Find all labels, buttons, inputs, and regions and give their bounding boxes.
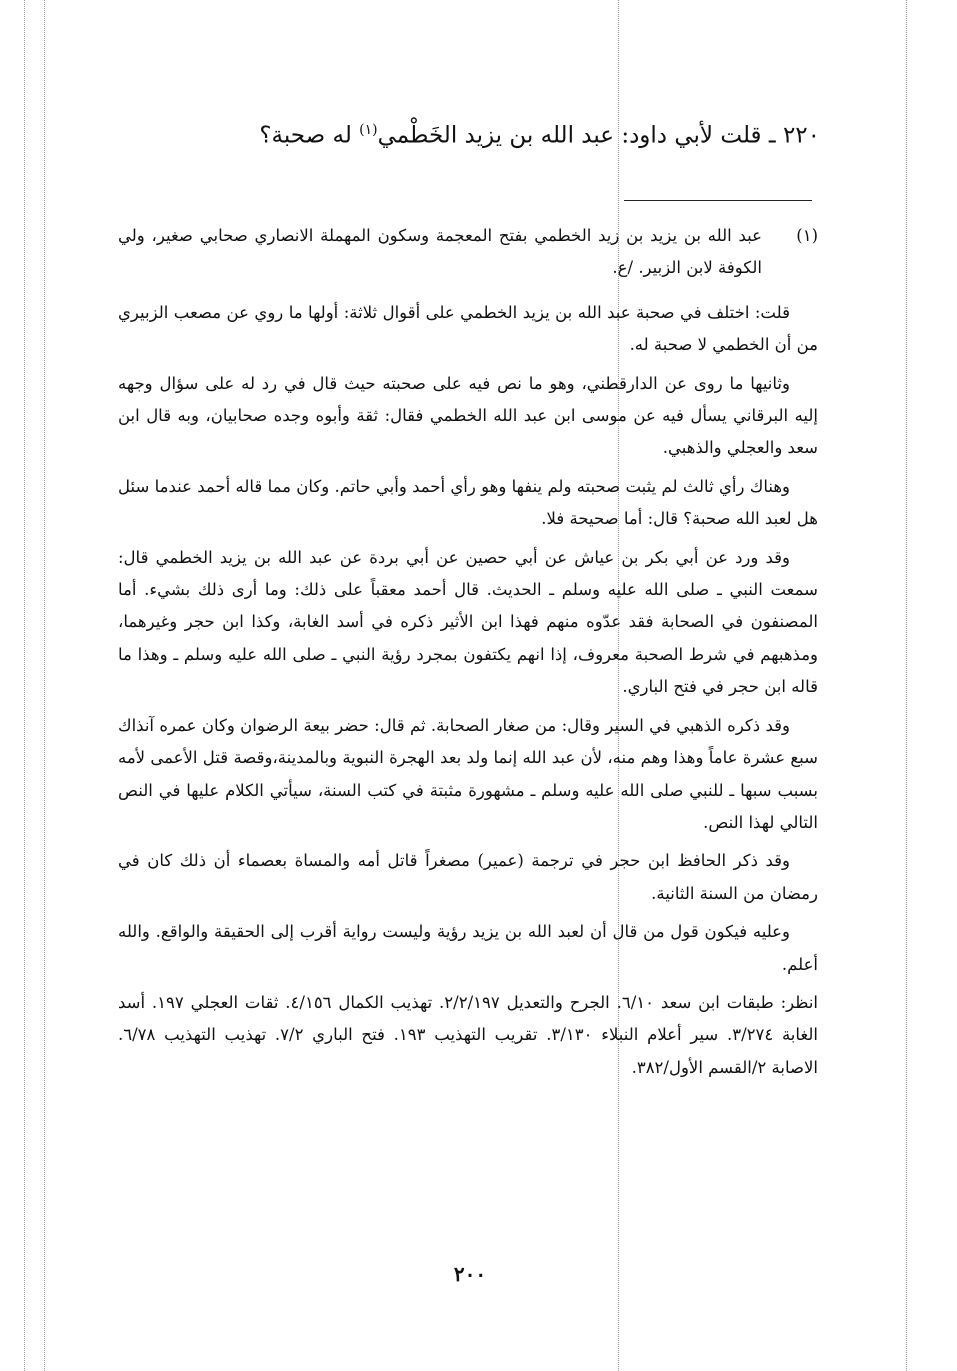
question-number: ٢٢٠ [782,122,820,149]
scan-artifact-line [44,0,45,1371]
footnote-separator [624,200,812,201]
question-heading [160,112,820,154]
footnote-paragraph: قلت: اختلف في صحبة عبد الله بن يزيد الخطمي على أقوال ثلاثة: أولها ما روي عن مصعب الزبيري من أن الخطمي لا صحبة له. [118,302,818,355]
heading-dash: ـ [768,122,776,149]
footnote-first-paragraph: عبد الله بن يزيد بن زيد الخطمي بفتح المعجمة وسكون المهملة الانصاري صحابي صغير، ولي الكوفة لابن الزبير. /ع. [118,226,762,278]
footnote-reference: (١) [359,122,378,138]
question-text-end: له صحبة؟ [259,122,352,149]
footnote-paragraph: وقد ذكر الحافظ ابن حجر في ترجمة (عمير) مصغراً قاتل أمه والمساة بعصماء أن ذلك كان في رمضان من السنة الثانية. [118,851,818,903]
references-paragraph: انظر: طبقات ابن سعد ٦/١٠. الجرح والتعديل ٢/٢/١٩٧. تهذيب الكمال ٤/١٥٦. ثقات العجلي ١٩٧. أسد الغابة ٣/٢٧٤. سير أعلام النبلاء ٣/١٣٠. تقريب التهذيب ١٩٣. فتح الباري ٧/٢. تهذيب التهذيب ٦/٧٨. الاصابة ٢/القسم الأول/٣٨٢. [118,992,819,1077]
scan-artifact-line [24,0,25,1371]
question-text: قلت لأبي داود: عبد الله بن يزيد الخَطْمي [377,122,762,149]
footnote-paragraph: وهناك رأي ثالث لم يثبت صحبته ولم ينفها وهو رأي أحمد وأبي حاتم. وكان مما قاله أحمد عندما سئل هل لعبد الله صحبة؟ قال: أما صحيحة فلا. [118,476,818,529]
footnote-paragraph: وقد ذكره الذهبي في السير وقال: من صغار الصحابة. ثم قال: حضر بيعة الرضوان وكان عمره آنذاك سبع عشرة عاماً وهذا وهم منه، لأن عبد الله إنما ولد بعد الهجرة النبوية وبالمدينة،وقصة قتل الأعمى لأمه بسبب سبها ـ للنبي صلى الله عليه وسلم ـ مشهورة مثبتة في كتب السنة، سيأتي الكلام عليها في النص التالي لهذا النص. [118,715,818,832]
footnote-block [118,220,818,1090]
footnote-marker: (١) [796,226,818,245]
footnote-paragraph: وعليه فيكون قول من قال أن لعبد الله بن يزيد رؤية وليست رواية أقرب إلى الحقيقة والواقع. والله أعلم. [118,922,818,974]
footnote-paragraph: وقد ورد عن أبي بكر بن عياش عن أبي حصين عن أبي بردة عن عبد الله بن يزيد الخطمي قال: سمعت النبي ـ صلى الله عليه وسلم ـ الحديث. قال أحمد معقباً على ذلك: وما أرى ذلك بشيء. أما المصنفون في الصحابة فقد عدّوه منهم فهذا ابن الأثير ذكره في أسد الغابة، وكذا ابن حجر وغيرهما، ومذهبهم في شرط الصحبة معروف، إذا انهم يكتفون بمجرد رؤية النبي ـ صلى الله عليه وسلم ـ وهذا ما قاله ابن حجر في فتح الباري. [118,547,818,697]
page-number: ٢٠٠ [453,1262,487,1286]
footnote-paragraph: وثانيها ما روى عن الدارقطني، وهو ما نص فيه على صحبته حيث قال في رد له على سؤال وجهه إليه البرقاني يسأل فيه عن موسى ابن عبد الله الخطمي فقال: ثقة وأبوه وجده صحابيان، وبه قال ابن سعد والعجلي والذهبي. [118,373,818,458]
scan-artifact-line [906,0,907,1371]
